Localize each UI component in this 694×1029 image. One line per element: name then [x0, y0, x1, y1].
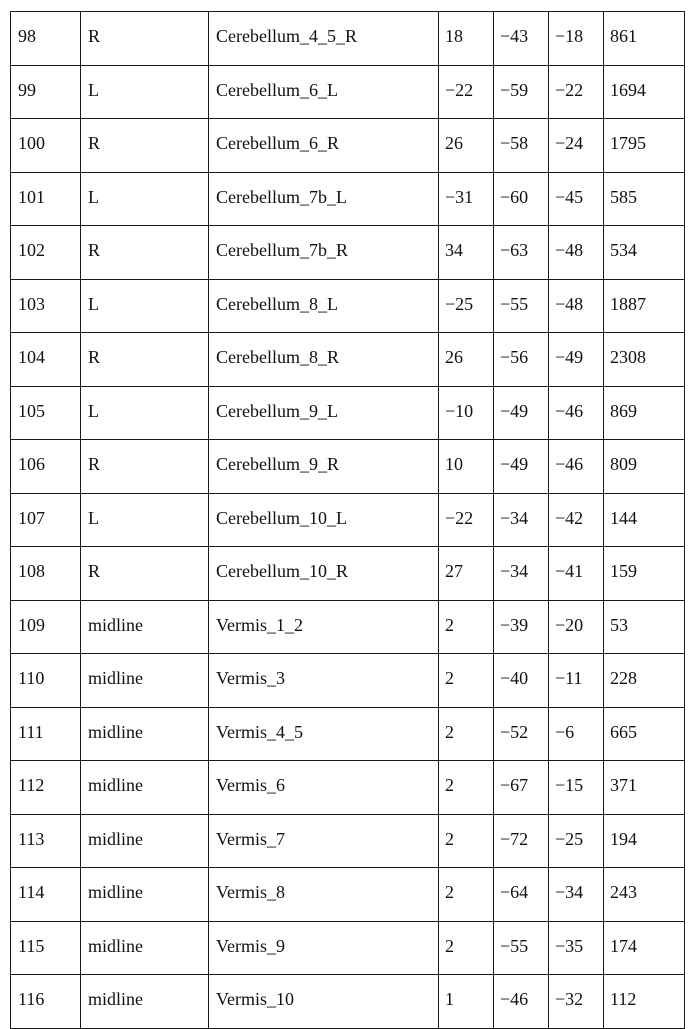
row-index-cell: 102 — [11, 226, 81, 280]
y-coordinate-cell: −55 — [494, 279, 549, 333]
x-coordinate-cell: 26 — [439, 119, 494, 173]
row-index-cell: 100 — [11, 119, 81, 173]
table-row — [11, 921, 685, 975]
table-row — [11, 761, 685, 815]
hemisphere-cell: L — [81, 172, 209, 226]
region-name-cell: Cerebellum_10_L — [209, 493, 439, 547]
table-body — [11, 12, 685, 1029]
region-name-cell: Vermis_4_5 — [209, 707, 439, 761]
hemisphere-cell: R — [81, 119, 209, 173]
x-coordinate-cell: 2 — [439, 654, 494, 708]
z-coordinate-cell: −11 — [549, 654, 604, 708]
table-row — [11, 493, 685, 547]
region-name-cell: Cerebellum_7b_L — [209, 172, 439, 226]
region-name-cell: Cerebellum_9_R — [209, 440, 439, 494]
hemisphere-cell: midline — [81, 921, 209, 975]
x-coordinate-cell: −31 — [439, 172, 494, 226]
y-coordinate-cell: −55 — [494, 921, 549, 975]
y-coordinate-cell: −40 — [494, 654, 549, 708]
hemisphere-cell: midline — [81, 600, 209, 654]
x-coordinate-cell: 27 — [439, 547, 494, 601]
y-coordinate-cell: −63 — [494, 226, 549, 280]
region-name-cell: Vermis_8 — [209, 868, 439, 922]
region-name-cell: Cerebellum_8_L — [209, 279, 439, 333]
x-coordinate-cell: 2 — [439, 707, 494, 761]
table-row — [11, 868, 685, 922]
y-coordinate-cell: −58 — [494, 119, 549, 173]
x-coordinate-cell: 26 — [439, 333, 494, 387]
row-index-cell: 103 — [11, 279, 81, 333]
region-name-cell: Cerebellum_6_R — [209, 119, 439, 173]
voxel-count-cell: 243 — [604, 868, 685, 922]
voxel-count-cell: 1795 — [604, 119, 685, 173]
x-coordinate-cell: 18 — [439, 12, 494, 66]
voxel-count-cell: 1887 — [604, 279, 685, 333]
y-coordinate-cell: −64 — [494, 868, 549, 922]
y-coordinate-cell: −56 — [494, 333, 549, 387]
hemisphere-cell: L — [81, 65, 209, 119]
voxel-count-cell: 585 — [604, 172, 685, 226]
voxel-count-cell: 869 — [604, 386, 685, 440]
table-row — [11, 654, 685, 708]
y-coordinate-cell: −49 — [494, 440, 549, 494]
table-row — [11, 440, 685, 494]
voxel-count-cell: 174 — [604, 921, 685, 975]
z-coordinate-cell: −6 — [549, 707, 604, 761]
row-index-cell: 105 — [11, 386, 81, 440]
hemisphere-cell: L — [81, 386, 209, 440]
table-row — [11, 226, 685, 280]
region-name-cell: Cerebellum_7b_R — [209, 226, 439, 280]
row-index-cell: 107 — [11, 493, 81, 547]
z-coordinate-cell: −48 — [549, 226, 604, 280]
z-coordinate-cell: −32 — [549, 975, 604, 1029]
y-coordinate-cell: −52 — [494, 707, 549, 761]
y-coordinate-cell: −72 — [494, 814, 549, 868]
voxel-count-cell: 1694 — [604, 65, 685, 119]
x-coordinate-cell: −25 — [439, 279, 494, 333]
y-coordinate-cell: −34 — [494, 493, 549, 547]
z-coordinate-cell: −15 — [549, 761, 604, 815]
voxel-count-cell: 2308 — [604, 333, 685, 387]
table-row — [11, 707, 685, 761]
hemisphere-cell: R — [81, 333, 209, 387]
x-coordinate-cell: 34 — [439, 226, 494, 280]
voxel-count-cell: 144 — [604, 493, 685, 547]
table-row — [11, 547, 685, 601]
z-coordinate-cell: −41 — [549, 547, 604, 601]
y-coordinate-cell: −49 — [494, 386, 549, 440]
hemisphere-cell: midline — [81, 975, 209, 1029]
row-index-cell: 108 — [11, 547, 81, 601]
voxel-count-cell: 194 — [604, 814, 685, 868]
x-coordinate-cell: −10 — [439, 386, 494, 440]
y-coordinate-cell: −67 — [494, 761, 549, 815]
region-name-cell: Vermis_7 — [209, 814, 439, 868]
z-coordinate-cell: −46 — [549, 386, 604, 440]
table-row — [11, 333, 685, 387]
z-coordinate-cell: −24 — [549, 119, 604, 173]
region-name-cell: Vermis_1_2 — [209, 600, 439, 654]
region-name-cell: Cerebellum_9_L — [209, 386, 439, 440]
region-name-cell: Vermis_3 — [209, 654, 439, 708]
y-coordinate-cell: −43 — [494, 12, 549, 66]
table-row — [11, 814, 685, 868]
hemisphere-cell: R — [81, 12, 209, 66]
y-coordinate-cell: −60 — [494, 172, 549, 226]
table-row — [11, 12, 685, 66]
hemisphere-cell: R — [81, 547, 209, 601]
region-name-cell: Cerebellum_10_R — [209, 547, 439, 601]
x-coordinate-cell: 2 — [439, 600, 494, 654]
voxel-count-cell: 112 — [604, 975, 685, 1029]
x-coordinate-cell: −22 — [439, 65, 494, 119]
row-index-cell: 106 — [11, 440, 81, 494]
row-index-cell: 104 — [11, 333, 81, 387]
voxel-count-cell: 53 — [604, 600, 685, 654]
y-coordinate-cell: −59 — [494, 65, 549, 119]
z-coordinate-cell: −42 — [549, 493, 604, 547]
x-coordinate-cell: 1 — [439, 975, 494, 1029]
region-name-cell: Vermis_9 — [209, 921, 439, 975]
z-coordinate-cell: −22 — [549, 65, 604, 119]
z-coordinate-cell: −18 — [549, 12, 604, 66]
row-index-cell: 115 — [11, 921, 81, 975]
hemisphere-cell: midline — [81, 868, 209, 922]
row-index-cell: 114 — [11, 868, 81, 922]
row-index-cell: 110 — [11, 654, 81, 708]
z-coordinate-cell: −35 — [549, 921, 604, 975]
hemisphere-cell: midline — [81, 761, 209, 815]
region-name-cell: Cerebellum_8_R — [209, 333, 439, 387]
voxel-count-cell: 861 — [604, 12, 685, 66]
table-row — [11, 65, 685, 119]
hemisphere-cell: R — [81, 226, 209, 280]
region-name-cell: Cerebellum_6_L — [209, 65, 439, 119]
y-coordinate-cell: −46 — [494, 975, 549, 1029]
table-row — [11, 600, 685, 654]
table-row — [11, 119, 685, 173]
row-index-cell: 99 — [11, 65, 81, 119]
region-name-cell: Vermis_10 — [209, 975, 439, 1029]
row-index-cell: 112 — [11, 761, 81, 815]
voxel-count-cell: 809 — [604, 440, 685, 494]
z-coordinate-cell: −48 — [549, 279, 604, 333]
x-coordinate-cell: 2 — [439, 868, 494, 922]
x-coordinate-cell: 2 — [439, 761, 494, 815]
voxel-count-cell: 665 — [604, 707, 685, 761]
hemisphere-cell: L — [81, 493, 209, 547]
table-row — [11, 386, 685, 440]
voxel-count-cell: 534 — [604, 226, 685, 280]
hemisphere-cell: midline — [81, 654, 209, 708]
voxel-count-cell: 159 — [604, 547, 685, 601]
z-coordinate-cell: −34 — [549, 868, 604, 922]
hemisphere-cell: R — [81, 440, 209, 494]
y-coordinate-cell: −39 — [494, 600, 549, 654]
x-coordinate-cell: 10 — [439, 440, 494, 494]
x-coordinate-cell: 2 — [439, 921, 494, 975]
row-index-cell: 98 — [11, 12, 81, 66]
region-name-cell: Vermis_6 — [209, 761, 439, 815]
table-row — [11, 172, 685, 226]
z-coordinate-cell: −46 — [549, 440, 604, 494]
row-index-cell: 109 — [11, 600, 81, 654]
region-table — [10, 11, 685, 1029]
z-coordinate-cell: −49 — [549, 333, 604, 387]
voxel-count-cell: 371 — [604, 761, 685, 815]
z-coordinate-cell: −20 — [549, 600, 604, 654]
x-coordinate-cell: 2 — [439, 814, 494, 868]
z-coordinate-cell: −45 — [549, 172, 604, 226]
hemisphere-cell: L — [81, 279, 209, 333]
y-coordinate-cell: −34 — [494, 547, 549, 601]
table-row — [11, 975, 685, 1029]
x-coordinate-cell: −22 — [439, 493, 494, 547]
hemisphere-cell: midline — [81, 814, 209, 868]
region-name-cell: Cerebellum_4_5_R — [209, 12, 439, 66]
voxel-count-cell: 228 — [604, 654, 685, 708]
row-index-cell: 101 — [11, 172, 81, 226]
table-row — [11, 279, 685, 333]
z-coordinate-cell: −25 — [549, 814, 604, 868]
hemisphere-cell: midline — [81, 707, 209, 761]
row-index-cell: 113 — [11, 814, 81, 868]
row-index-cell: 111 — [11, 707, 81, 761]
row-index-cell: 116 — [11, 975, 81, 1029]
